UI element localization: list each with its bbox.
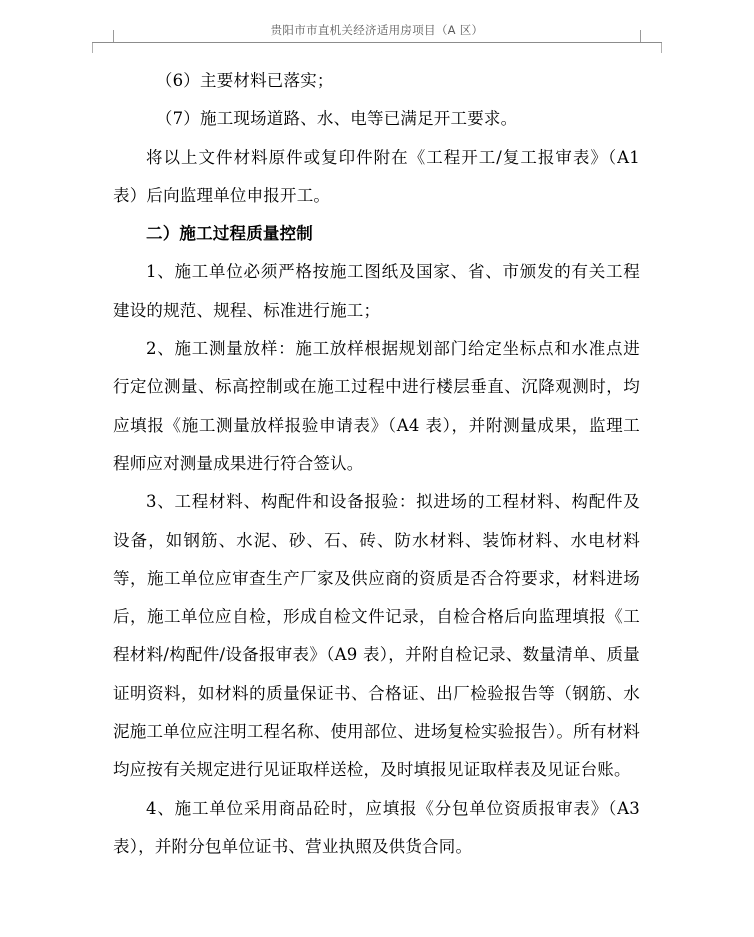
section-heading: 二）施工过程质量控制 xyxy=(146,224,313,244)
margin-mark-left xyxy=(92,43,93,53)
header-rule xyxy=(92,42,662,43)
paragraph-4: 4、施工单位采用商品砼时，应填报《分包单位资质报审表》（A3 表），并附分包单位证书、营业执照及供货合同。 xyxy=(113,798,640,856)
paragraph-2: 2、施工测量放样：施工放样根据规划部门给定坐标点和水准点进行定位测量、标高控制或在施工过程中进行楼层垂直、沉降观测时，均应填报《施工测量放样报验申请表》（A4 表），并附测量成果，监理工程师应对测量成果进行符合签认。 xyxy=(113,339,640,473)
paragraph-item-7: （7）施工现场道路、水、电等已满足开工要求。 xyxy=(155,109,518,129)
page-header: 贵阳市市直机关经济适用房项目（A 区） xyxy=(270,23,484,37)
document-body xyxy=(113,62,640,866)
paragraph-1: 1、施工单位必须严格按施工图纸及国家、省、市颁发的有关工程建设的规范、规程、标准进行施工； xyxy=(113,262,640,320)
crop-mark-right xyxy=(640,30,641,42)
paragraph-3: 3、工程材料、构配件和设备报验：拟进场的工程材料、构配件及设备，如钢筋、水泥、砂、石、砖、防水材料、装饰材料、水电材料等，施工单位应审查生产厂家及供应商的资质是否合符要求，材料进场后，施工单位应自检，形成自检文件记录，自检合格后向监理填报《工程材料/构配件/设备报审表》（A9 表），并附自检记录、数量清单、质量证明资料，如材料的质量保证书、合格证、出厂检验报告等（钢筋、水泥施工单位应注明工程名称、使用部位、进场复检实验报告）。所有材料均应按有关规定进行见证取样送检，及时填报见证取样表及见证台账。 xyxy=(113,492,640,780)
paragraph-submit-commencement: 将以上文件材料原件或复印件附在《工程开工/复工报审表》（A1 表）后向监理单位申报开工。 xyxy=(113,147,640,205)
margin-mark-right xyxy=(661,43,662,53)
paragraph-item-6: （6）主要材料已落实； xyxy=(155,71,334,90)
